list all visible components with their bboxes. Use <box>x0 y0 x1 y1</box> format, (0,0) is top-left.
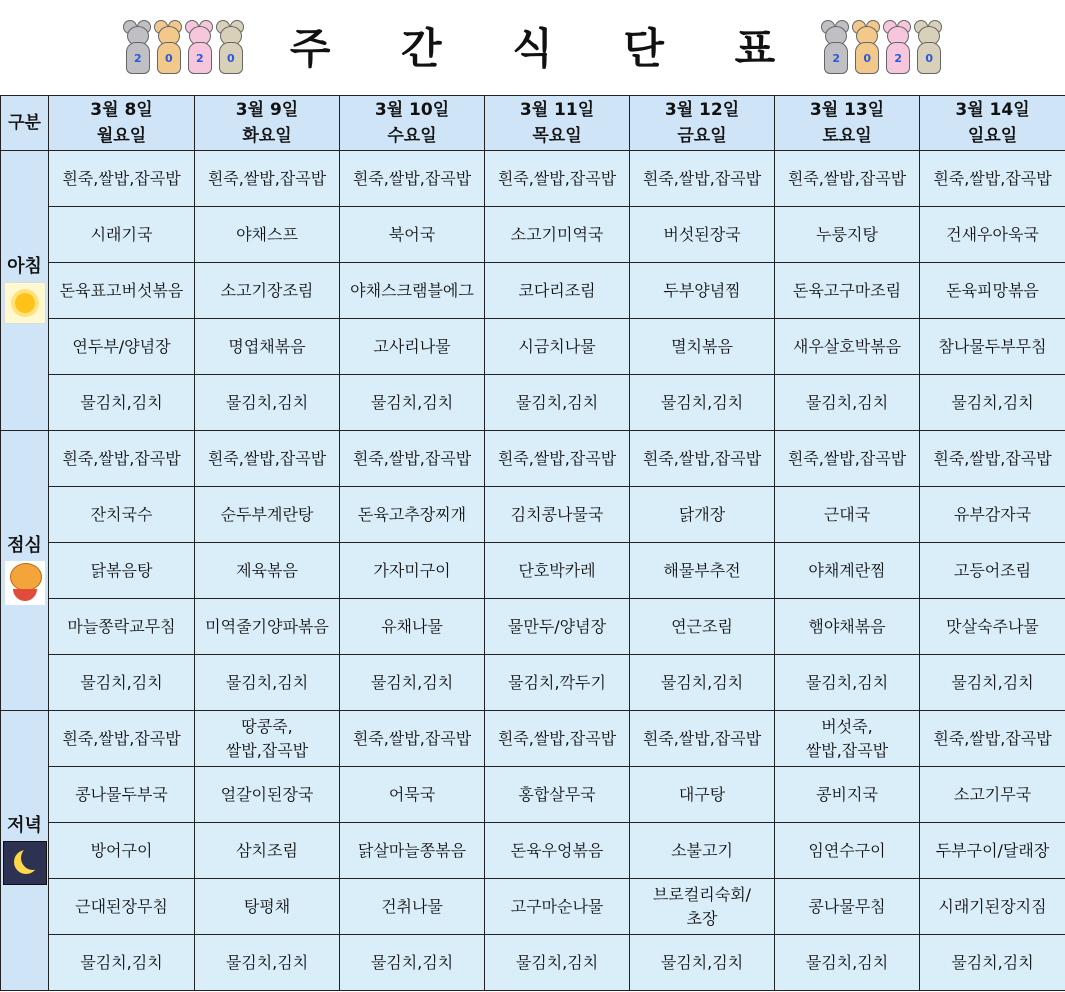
menu-item-text: 물김치,김치 <box>515 952 599 972</box>
menu-row <box>1 711 1065 767</box>
menu-item-text: 흰죽,쌀밥,잡곡밥 <box>497 728 617 748</box>
day-weekday: 토요일 <box>822 126 872 146</box>
menu-cell <box>630 879 775 935</box>
menu-cell <box>195 767 340 823</box>
menu-cell <box>775 487 920 543</box>
menu-cell <box>49 823 195 879</box>
menu-item-text: 임연수구이 <box>808 840 886 860</box>
menu-item-text: 야채스프 <box>236 224 298 244</box>
menu-item-text: 흰죽,쌀밥,잡곡밥 <box>352 168 472 188</box>
menu-cell <box>630 655 775 711</box>
menu-item-text: 흰죽,쌀밥,잡곡밥 <box>933 728 1052 748</box>
day-weekday: 금요일 <box>677 126 727 146</box>
category-header: 구분 <box>1 96 49 151</box>
menu-item-text: 물김치,김치 <box>80 672 163 692</box>
menu-cell <box>775 823 920 879</box>
menu-cell <box>195 431 340 487</box>
menu-item-text: 얼갈이된장국 <box>220 784 314 804</box>
menu-item-text: 미역줄기양파볶음 <box>205 616 329 636</box>
menu-cell <box>49 879 195 935</box>
menu-item-text: 물김치,김치 <box>225 672 309 692</box>
menu-cell <box>485 599 630 655</box>
menu-item-text: 돈육고추장찌개 <box>357 504 467 524</box>
menu-item-text: 시래기국 <box>90 224 153 244</box>
menu-cell <box>630 823 775 879</box>
menu-item-text: 돈육우엉볶음 <box>510 840 604 860</box>
menu-cell <box>195 935 340 991</box>
menu-cell <box>920 879 1065 935</box>
menu-item-text: 소고기미역국 <box>510 224 604 244</box>
menu-cell <box>340 487 485 543</box>
menu-cell <box>49 935 195 991</box>
menu-item-text: 건취나물 <box>381 896 443 916</box>
menu-cell <box>630 207 775 263</box>
menu-item-text: 어묵국 <box>388 784 436 804</box>
menu-item-text: 야채스크램블에그 <box>350 280 474 300</box>
menu-item-text: 방어구이 <box>90 840 153 860</box>
menu-row <box>1 207 1065 263</box>
menu-cell <box>920 319 1065 375</box>
menu-row <box>1 655 1065 711</box>
menu-cell <box>630 375 775 431</box>
menu-cell <box>485 711 630 767</box>
menu-item-text: 고구마순나물 <box>510 896 604 916</box>
menu-item-text: 대구탕 <box>678 784 726 804</box>
menu-cell <box>485 151 630 207</box>
menu-item-text: 물김치,김치 <box>805 672 889 692</box>
menu-cell <box>49 207 195 263</box>
menu-cell <box>485 487 630 543</box>
menu-row <box>1 151 1065 207</box>
menu-item-text: 흰죽,쌀밥,잡곡밥 <box>497 448 617 468</box>
menu-cell <box>49 655 195 711</box>
mouse-icon <box>914 20 942 72</box>
menu-item-text: 연두부/양념장 <box>72 336 171 356</box>
menu-cell <box>485 767 630 823</box>
day-weekday: 수요일 <box>387 126 437 146</box>
menu-item-text: 제육볶음 <box>236 560 298 580</box>
menu-cell <box>195 375 340 431</box>
mouse-badge: 0 <box>219 42 243 74</box>
menu-item-text: 연근조림 <box>671 616 733 636</box>
menu-cell <box>485 431 630 487</box>
mouse-icon <box>123 20 151 72</box>
day-date: 3월 13일 <box>809 100 885 120</box>
menu-cell <box>340 207 485 263</box>
menu-item-text: 건새우아욱국 <box>946 224 1039 244</box>
menu-cell <box>630 711 775 767</box>
menu-cell <box>49 711 195 767</box>
menu-cell <box>340 935 485 991</box>
menu-item-text: 시금치나물 <box>518 336 596 356</box>
menu-cell <box>920 543 1065 599</box>
page-title: 주 간 식 단 표 <box>289 24 804 73</box>
mouse-icon <box>185 20 213 72</box>
menu-cell <box>775 711 920 767</box>
menu-item-text: 흰죽,쌀밥,잡곡밥 <box>352 448 472 468</box>
menu-cell <box>195 879 340 935</box>
menu-row <box>1 599 1065 655</box>
menu-item-text: 시래기된장지짐 <box>938 896 1047 916</box>
mouse-badge: 0 <box>855 42 879 74</box>
day-date: 3월 8일 <box>90 100 153 120</box>
menu-item-text: 땅콩죽, 쌀밥,잡곡밥 <box>225 716 309 760</box>
menu-item-text: 물김치,김치 <box>951 392 1034 412</box>
menu-item-text: 흰죽,쌀밥,잡곡밥 <box>352 728 472 748</box>
menu-item-text: 맛살숙주나물 <box>946 616 1039 636</box>
menu-row <box>1 319 1065 375</box>
sun-icon <box>4 282 46 324</box>
menu-item-text: 누룽지탕 <box>816 224 878 244</box>
menu-cell <box>630 263 775 319</box>
menu-item-text: 근대된장무침 <box>75 896 168 916</box>
meal-category-cell <box>1 151 49 431</box>
menu-cell <box>49 151 195 207</box>
menu-item-text: 물김치,김치 <box>370 392 454 412</box>
menu-cell <box>195 487 340 543</box>
menu-row <box>1 543 1065 599</box>
menu-cell <box>340 823 485 879</box>
meal-category-label: 점심 <box>7 535 42 556</box>
menu-item-text: 유부감자국 <box>953 504 1032 524</box>
menu-cell <box>195 207 340 263</box>
moon-icon <box>3 841 47 885</box>
menu-item-text: 물김치,깍두기 <box>508 672 606 692</box>
menu-item-text: 물김치,김치 <box>225 392 309 412</box>
menu-cell <box>920 711 1065 767</box>
menu-item-text: 야채계란찜 <box>808 560 886 580</box>
menu-item-text: 흰죽,쌀밥,잡곡밥 <box>207 448 327 468</box>
menu-item-text: 물김치,김치 <box>225 952 309 972</box>
menu-cell <box>49 767 195 823</box>
menu-item-text: 코다리조림 <box>518 280 596 300</box>
menu-item-text: 브로컬리숙회/ 초장 <box>652 884 752 928</box>
meal-category-label: 저녁 <box>7 815 42 836</box>
menu-cell <box>630 487 775 543</box>
menu-item-text: 소고기장조림 <box>220 280 314 300</box>
menu-cell <box>195 711 340 767</box>
menu-item-text: 가자미구이 <box>373 560 451 580</box>
menu-row <box>1 431 1065 487</box>
day-header <box>920 96 1065 151</box>
weekly-menu-table <box>0 95 1065 991</box>
mouse-icon <box>883 20 911 72</box>
menu-item-text: 북어국 <box>388 224 436 244</box>
menu-cell <box>195 599 340 655</box>
day-header <box>340 96 485 151</box>
menu-cell <box>485 543 630 599</box>
mouse-badge: 2 <box>824 42 848 74</box>
menu-item-text: 유채나물 <box>381 616 443 636</box>
menu-row <box>1 767 1065 823</box>
menu-item-text: 명엽채볶음 <box>228 336 306 356</box>
menu-item-text: 돈육피망볶음 <box>946 280 1039 300</box>
menu-cell <box>920 487 1065 543</box>
menu-item-text: 흰죽,쌀밥,잡곡밥 <box>933 168 1052 188</box>
menu-row <box>1 263 1065 319</box>
menu-cell <box>49 487 195 543</box>
day-weekday: 월요일 <box>96 126 147 146</box>
menu-item-text: 닭개장 <box>678 504 726 524</box>
mice-decoration-left <box>123 20 244 72</box>
menu-cell <box>920 599 1065 655</box>
day-date: 3월 14일 <box>955 100 1030 120</box>
mouse-icon <box>852 20 880 72</box>
menu-row <box>1 375 1065 431</box>
menu-cell <box>340 767 485 823</box>
menu-item-text: 콩나물두부국 <box>75 784 168 804</box>
menu-item-text: 단호박카레 <box>518 560 596 580</box>
menu-item-text: 흰죽,쌀밥,잡곡밥 <box>642 728 762 748</box>
menu-cell <box>340 879 485 935</box>
menu-item-text: 삼치조림 <box>236 840 298 860</box>
menu-item-text: 돈육고구마조림 <box>792 280 902 300</box>
menu-item-text: 물김치,김치 <box>515 392 599 412</box>
menu-cell <box>195 655 340 711</box>
menu-item-text: 마늘쫑락교무침 <box>67 616 176 636</box>
meal-category-label: 아침 <box>7 256 42 277</box>
title-bar <box>0 0 1065 92</box>
mice-decoration-right <box>821 20 942 72</box>
menu-cell <box>775 151 920 207</box>
menu-item-text: 흰죽,쌀밥,잡곡밥 <box>62 448 181 468</box>
menu-cell <box>340 263 485 319</box>
day-header <box>630 96 775 151</box>
menu-item-text: 햄야채볶음 <box>808 616 886 636</box>
menu-cell <box>195 319 340 375</box>
menu-item-text: 돈육표고버섯볶음 <box>59 280 184 300</box>
menu-cell <box>340 151 485 207</box>
menu-cell <box>485 375 630 431</box>
menu-cell <box>920 823 1065 879</box>
day-date: 3월 9일 <box>235 100 299 120</box>
menu-cell <box>49 263 195 319</box>
mouse-badge: 2 <box>188 42 212 74</box>
meal-category-cell <box>1 431 49 711</box>
menu-item-text: 버섯죽, 쌀밥,잡곡밥 <box>805 716 889 760</box>
menu-cell <box>195 823 340 879</box>
menu-row <box>1 823 1065 879</box>
menu-cell <box>775 879 920 935</box>
mouse-icon <box>821 20 849 72</box>
menu-item-text: 물김치,김치 <box>805 392 889 412</box>
menu-cell <box>485 319 630 375</box>
day-weekday: 일요일 <box>967 126 1018 146</box>
menu-cell <box>920 151 1065 207</box>
menu-cell <box>775 431 920 487</box>
menu-cell <box>630 431 775 487</box>
menu-cell <box>630 935 775 991</box>
menu-item-text: 물김치,김치 <box>80 392 163 412</box>
menu-item-text: 콩비지국 <box>816 784 878 804</box>
menu-cell <box>775 935 920 991</box>
menu-item-text: 소고기무국 <box>953 784 1032 804</box>
menu-item-text: 물김치,김치 <box>660 392 744 412</box>
menu-cell <box>49 431 195 487</box>
mouse-badge: 2 <box>886 42 910 74</box>
menu-cell <box>485 655 630 711</box>
menu-row <box>1 487 1065 543</box>
menu-cell <box>340 543 485 599</box>
menu-item-text: 멸치볶음 <box>671 336 733 356</box>
menu-item-text: 물만두/양념장 <box>507 616 607 636</box>
menu-cell <box>195 151 340 207</box>
menu-cell <box>630 151 775 207</box>
menu-cell <box>49 319 195 375</box>
menu-item-text: 닭살마늘쫑볶음 <box>357 840 467 860</box>
menu-cell <box>920 655 1065 711</box>
menu-item-text: 흰죽,쌀밥,잡곡밥 <box>787 168 907 188</box>
menu-item-text: 잔치국수 <box>90 504 153 524</box>
menu-cell <box>920 375 1065 431</box>
day-weekday: 목요일 <box>532 126 582 146</box>
menu-cell <box>340 599 485 655</box>
menu-cell <box>49 543 195 599</box>
menu-item-text: 물김치,김치 <box>951 952 1034 972</box>
menu-item-text: 닭볶음탕 <box>90 560 153 580</box>
menu-item-text: 두부양념찜 <box>663 280 741 300</box>
menu-item-text: 소불고기 <box>671 840 733 860</box>
menu-item-text: 탕평채 <box>243 896 291 916</box>
menu-item-text: 물김치,김치 <box>80 952 163 972</box>
menu-cell <box>920 431 1065 487</box>
day-date: 3월 10일 <box>374 100 450 120</box>
menu-row <box>1 879 1065 935</box>
menu-item-text: 흰죽,쌀밥,잡곡밥 <box>62 728 181 748</box>
menu-cell <box>775 319 920 375</box>
menu-cell <box>485 879 630 935</box>
menu-cell <box>920 935 1065 991</box>
menu-item-text: 물김치,김치 <box>660 672 744 692</box>
menu-cell <box>775 207 920 263</box>
menu-cell <box>630 599 775 655</box>
menu-cell <box>920 263 1065 319</box>
menu-cell <box>920 207 1065 263</box>
day-header <box>49 96 195 151</box>
menu-item-text: 두부구이/달래장 <box>935 840 1050 860</box>
menu-item-text: 흰죽,쌀밥,잡곡밥 <box>933 448 1052 468</box>
mouse-badge: 0 <box>157 42 181 74</box>
menu-item-text: 근대국 <box>823 504 871 524</box>
menu-cell <box>920 767 1065 823</box>
menu-item-text: 새우살호박볶음 <box>792 336 902 356</box>
menu-cell <box>485 263 630 319</box>
menu-item-text: 흰죽,쌀밥,잡곡밥 <box>642 448 762 468</box>
menu-item-text: 물김치,김치 <box>805 952 889 972</box>
header-row <box>1 96 1065 151</box>
day-header <box>485 96 630 151</box>
menu-cell <box>340 431 485 487</box>
menu-cell <box>775 375 920 431</box>
day-weekday: 화요일 <box>242 126 292 146</box>
menu-cell <box>775 767 920 823</box>
menu-cell <box>775 543 920 599</box>
menu-item-text: 순두부계란탕 <box>220 504 314 524</box>
menu-cell <box>485 207 630 263</box>
menu-cell <box>340 655 485 711</box>
menu-cell <box>775 655 920 711</box>
mouse-badge: 2 <box>126 42 150 74</box>
day-header <box>775 96 920 151</box>
menu-item-text: 물김치,김치 <box>370 672 454 692</box>
menu-cell <box>195 263 340 319</box>
menu-item-text: 물김치,김치 <box>951 672 1034 692</box>
lunch-character-icon <box>5 561 45 605</box>
menu-cell <box>485 935 630 991</box>
menu-cell <box>340 711 485 767</box>
menu-item-text: 흰죽,쌀밥,잡곡밥 <box>497 168 617 188</box>
menu-item-text: 흰죽,쌀밥,잡곡밥 <box>787 448 907 468</box>
menu-cell <box>485 823 630 879</box>
menu-cell <box>630 767 775 823</box>
menu-item-text: 콩나물무침 <box>808 896 886 916</box>
menu-item-text: 고등어조림 <box>953 560 1032 580</box>
menu-item-text: 물김치,김치 <box>660 952 744 972</box>
mouse-icon <box>154 20 182 72</box>
day-header <box>195 96 340 151</box>
menu-cell <box>49 599 195 655</box>
menu-item-text: 김치콩나물국 <box>510 504 604 524</box>
menu-item-text: 고사리나물 <box>373 336 451 356</box>
day-date: 3월 12일 <box>664 100 740 120</box>
menu-item-text: 흰죽,쌀밥,잡곡밥 <box>62 168 181 188</box>
mouse-icon <box>216 20 244 72</box>
menu-item-text: 해물부추전 <box>663 560 741 580</box>
day-date: 3월 11일 <box>519 100 595 120</box>
menu-item-text: 홍합살무국 <box>518 784 596 804</box>
mouse-badge: 0 <box>917 42 941 74</box>
menu-cell <box>630 543 775 599</box>
menu-item-text: 버섯된장국 <box>663 224 741 244</box>
menu-cell <box>630 319 775 375</box>
menu-item-text: 흰죽,쌀밥,잡곡밥 <box>207 168 327 188</box>
menu-item-text: 흰죽,쌀밥,잡곡밥 <box>642 168 762 188</box>
menu-cell <box>49 375 195 431</box>
menu-item-text: 물김치,김치 <box>370 952 454 972</box>
menu-row <box>1 935 1065 991</box>
menu-cell <box>775 263 920 319</box>
menu-cell <box>340 319 485 375</box>
menu-item-text: 참나물두부무침 <box>938 336 1047 356</box>
menu-cell <box>340 375 485 431</box>
meal-category-cell <box>1 711 49 991</box>
menu-cell <box>775 599 920 655</box>
menu-cell <box>195 543 340 599</box>
